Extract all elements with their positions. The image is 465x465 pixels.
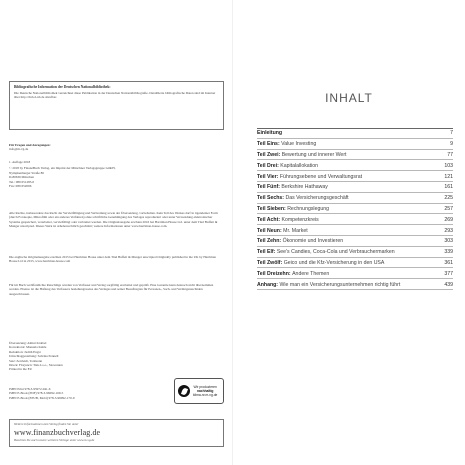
toc-page: 103 — [444, 162, 453, 169]
toc-part: Teil Dreizehn: — [257, 270, 291, 277]
toc-title: Mr. Market — [283, 227, 308, 234]
toc-entry[interactable] — [257, 193, 453, 204]
toc-entry[interactable] — [257, 171, 453, 182]
toc-page: 377 — [444, 270, 453, 277]
toc-page: 439 — [444, 281, 453, 288]
toc-entry[interactable] — [257, 160, 453, 171]
toc-title: Andere Themen — [292, 270, 330, 277]
toc-entry[interactable] — [257, 150, 453, 161]
credit-line: Redaktion: Judith Engst — [9, 349, 41, 354]
publisher-outro: Beachten Sie auch unsere weiteren Verlage unter www.m-vg.de — [14, 438, 95, 443]
publisher-info-box — [9, 419, 224, 447]
contact-email: info@m-vg.de — [9, 147, 29, 152]
toc-page: 9 — [450, 141, 453, 148]
badge-line: nachhaltig — [196, 388, 214, 393]
bibliographic-info-box — [9, 81, 224, 130]
toc-title: Kompetenzkreis — [281, 216, 319, 223]
original-edition-text: Die englische Originalausgabe erschien 2015 bei Harriman House unter dem Titel Buffett & Munger unscripted Originally published in the UK by Harriman House Ltd in 2015, www.harriman-house.com — [9, 255, 216, 264]
toc-part: Anhang: — [257, 281, 279, 288]
toc-title: Berkshire Hathaway — [281, 184, 328, 191]
toc-part: Teil Vier: — [257, 173, 279, 180]
toc-part: Teil Zwölf: — [257, 259, 283, 266]
toc-part: Teil Fünf: — [257, 184, 280, 191]
toc-part: Teil Zehn: — [257, 238, 282, 245]
toc-part: Teil Sieben: — [257, 205, 286, 212]
toc-page: 269 — [444, 216, 453, 223]
edition: 1. Auflage 2018 — [9, 160, 31, 164]
disclaimer-block — [9, 283, 221, 296]
copyright-line: Fax: 089 652096 — [9, 184, 32, 189]
toc-title: Kapitalallokation — [280, 162, 319, 169]
toc-part: Einleitung — [257, 130, 283, 137]
toc-title: Value Investing — [281, 141, 317, 148]
toc-entry[interactable] — [257, 268, 453, 279]
copyright-line: Nymphenburger Straße 86 — [9, 170, 44, 175]
imprint-page — [0, 0, 232, 465]
toc-entry[interactable] — [257, 214, 453, 225]
toc-page: 225 — [444, 195, 453, 202]
toc-part: Teil Neun: — [257, 227, 282, 234]
toc-entry[interactable] — [257, 236, 453, 247]
sustainability-badge — [174, 378, 224, 404]
disclaimer-text: Für im Buch veröffentlichte Ratschläge wurden von Verfasser und Verlag sorgfältig erarbeitet und geprüft. Eine Garantie kann dennoch nicht übernommen werden. Ebenso ist die Haftung des Verfassers beziehungsweise des Verlages und seiner Beauftragten für Personen-, Sach- und Vermögensschäden ausgeschlossen. — [9, 283, 214, 296]
credit-line: Umschlaggestaltung: Sabrina Pennell — [9, 354, 59, 359]
toc-entry[interactable] — [257, 247, 453, 258]
table-of-contents — [257, 128, 453, 290]
copyright-line: © 2018 by FinanzBuch Verlag, ein Imprint der Münchner Verlagsgruppe GmbH, — [9, 166, 116, 171]
toc-title: Ökonomie und Investieren — [282, 238, 344, 245]
toc-part: Teil Acht: — [257, 216, 281, 223]
credit-line: Korrektorat: Manuela Kahle — [9, 345, 47, 350]
badge-line: klima-nr.m-vg.de — [193, 393, 218, 398]
contents-heading: INHALT — [325, 91, 373, 105]
toc-page: 303 — [444, 238, 453, 245]
bibliographic-info-text: Die Deutsche Nationalbibliothek verzeichnet diese Publikation in der Deutschen Nationalbibliografie. Detaillierte bibliografische Daten sind im Internet über http://dnb.d-nb.de abrufbar. — [14, 90, 216, 99]
copyright-line: D-80636 München — [9, 175, 34, 180]
toc-entry[interactable] — [257, 139, 453, 150]
toc-entry[interactable] — [257, 204, 453, 215]
toc-page: 293 — [444, 227, 453, 234]
toc-part: Teil Eins: — [257, 141, 280, 148]
copyright-line: Tel.: 089 651285-0 — [9, 179, 35, 184]
original-edition-block — [9, 255, 221, 264]
credit-line: Satz: Zerrleidt, Tonbrenn — [9, 358, 43, 363]
contact-block — [9, 143, 221, 152]
credits-block — [9, 341, 159, 372]
contact-title: Für Fragen und Anregungen: — [9, 143, 51, 147]
toc-title: Rechnungslegung — [287, 205, 330, 212]
toc-entry[interactable] — [257, 182, 453, 193]
toc-page: 77 — [447, 152, 453, 158]
badge-text — [193, 385, 217, 397]
publisher-intro: Weitere Informationen zum Verlag finden Sie unter — [14, 422, 79, 426]
isbn-block — [9, 387, 159, 400]
toc-title: Bewertung und innerer Wert — [281, 152, 347, 158]
badge-line: Wir produzieren — [193, 384, 217, 389]
copyright-block — [9, 160, 221, 188]
bibliographic-info-title: Bibliografische Information der Deutschen Nationalbibliothek: — [14, 85, 111, 89]
isbn-line: ISBN E-Book (EPUB, Mobi) 978-3-96092-170-9 — [9, 395, 75, 400]
toc-entry[interactable] — [257, 128, 453, 139]
toc-title: Führungsebene und Verwaltungsrat — [279, 173, 363, 180]
rights-text: Alle Rechte, insbesondere das Recht der Vervielfältigung und Verbreitung sowie der Übersetzung, vorbehalten. Kein Teil des Werkes darf in irgendeiner Form (durch Fotokopie, Mikrofilm oder ein anderes Verfahren) ohne schriftliche Genehmigung des Verlages reproduziert oder unter Verwendung elektronischer Systeme gespeichert, verarbeitet, vervielfältigt oder verbreitet werden. Die Originalausgabe erschien 2016 bei Harriman House Ltd. unter dem Titel Buffett & Munger unscripted. Dieses Werk ist urheberrechtlich geschützt; weitere Informationen unter www.harriman-house.com. — [9, 211, 218, 229]
credit-line: Druck: Florjancic Tisk d.o.o., Slowenien — [9, 363, 63, 368]
isbn-line: ISBN Print 978-3-95972-041-6 — [9, 387, 51, 391]
credit-line: Printed in the EU — [9, 367, 32, 372]
toc-entry[interactable] — [257, 279, 453, 290]
contents-page — [233, 0, 465, 465]
toc-title: See's Candies, Coca-Cola und Verbrauchermarken — [276, 249, 395, 256]
isbn-line: ISBN E-Book (PDF) 978-3-96092-169-5 — [9, 391, 64, 396]
toc-page: 7 — [450, 130, 453, 137]
toc-entry[interactable] — [257, 225, 453, 236]
toc-title: Das Versicherungsgeschäft — [285, 195, 349, 202]
toc-page: 161 — [444, 184, 453, 191]
toc-page: 121 — [444, 173, 453, 180]
toc-part: Teil Elf: — [257, 249, 276, 256]
leaf-icon — [178, 385, 190, 397]
toc-page: 361 — [444, 259, 453, 266]
toc-page: 257 — [444, 205, 453, 212]
toc-title: Geico und die Kfz-Versicherung in den USA — [283, 259, 385, 266]
toc-entry[interactable] — [257, 258, 453, 269]
toc-part: Teil Sechs: — [257, 195, 285, 202]
rights-block — [9, 211, 221, 229]
credit-line: Übersetzung: Almut Kraibel — [9, 341, 47, 345]
toc-part: Teil Drei: — [257, 162, 279, 169]
publisher-url[interactable]: www.finanzbuchverlag.de — [14, 428, 101, 438]
toc-title: Wie man ein Versicherungsunternehmen richtig führt — [279, 281, 401, 288]
toc-part: Teil Zwei: — [257, 152, 281, 158]
toc-page: 339 — [444, 249, 453, 256]
